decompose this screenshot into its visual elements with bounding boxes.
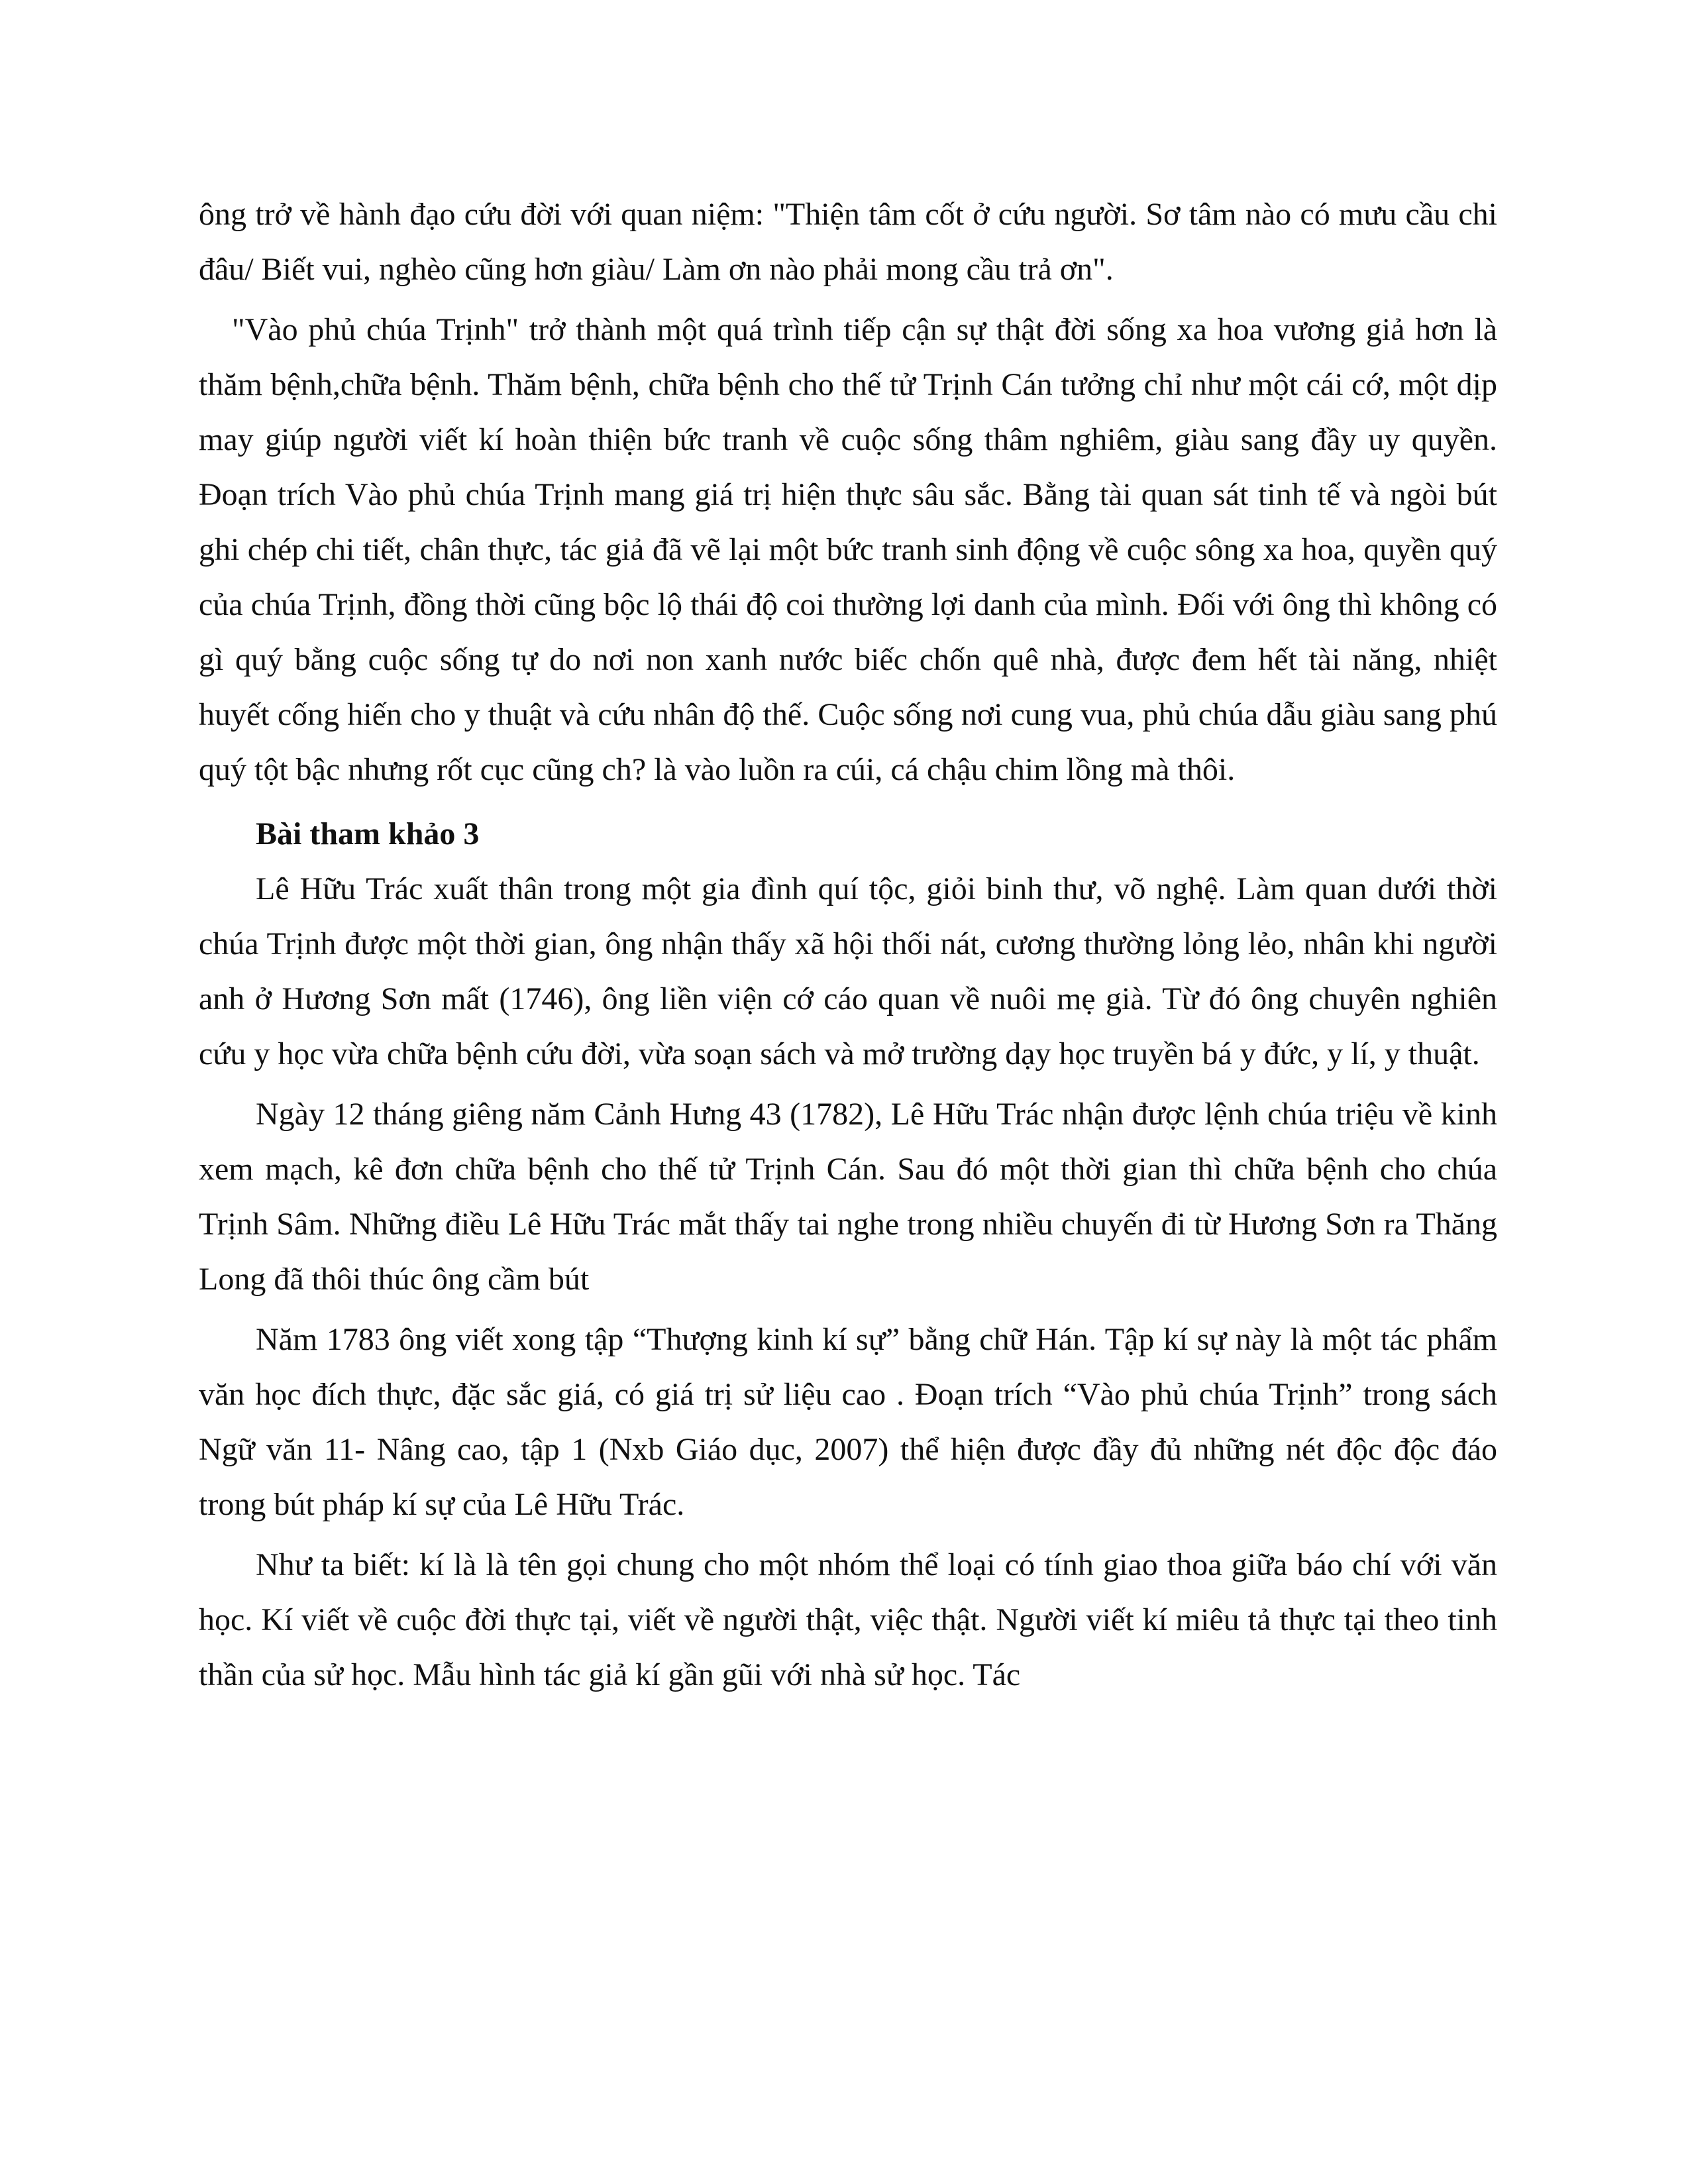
paragraph-ki-definition: Như ta biết: kí là là tên gọi chung cho một nhóm thể loại có tính giao thoa giữa báo chí với văn học. Kí viết về cuộc đời thực tại, viết về người thật, việc thật. Người viết kí miêu tả thực tại theo tinh thần của sử học. Mẫu hình tác giả kí gần gũi với nhà sử học. Tác: [199, 1547, 1497, 1692]
paragraph-nam-1783: Năm 1783 ông viết xong tập “Thượng kinh kí sự” bằng chữ Hán. Tập kí sự này là một tác phẩm văn học đích thực, đặc sắc giá, có giá trị sử liệu cao . Đoạn trích “Vào phủ chúa Trịnh” trong sách Ngữ văn 11- Nâng cao, tập 1 (Nxb Giáo dục, 2007) thể hiện được đầy đủ những nét độc độc đáo trong bút pháp kí sự của Lê Hữu Trác.: [199, 1322, 1497, 1522]
paragraph-vao-phu-chua-trinh: "Vào phủ chúa Trịnh" trở thành một quá trình tiếp cận sự thật đời sống xa hoa vương giả hơn là thăm bệnh,chữa bệnh. Thăm bệnh, chữa bệnh cho thế tử Trịnh Cán tưởng chỉ như một cái cớ, một dịp may giúp người viết kí hoàn thiện bức tranh về cuộc sống thâm nghiêm, giàu sang đầy uy quyền. Đoạn trích Vào phủ chúa Trịnh mang giá trị hiện thực sâu sắc. Bằng tài quan sát tinh tế và ngòi bút ghi chép chi tiết, chân thực, tác giả đã vẽ lại một bức tranh sinh động về cuộc sông xa hoa, quyền quý của chúa Trịnh, đồng thời cũng bộc lộ thái độ coi thường lợi danh của mình. Đối với ông thì không có gì quý bằng cuộc sống tự do nơi non xanh nước biếc chốn quê nhà, được đem hết tài năng, nhiệt huyết cống hiến cho y thuật và cứu nhân độ thế. Cuộc sống nơi cung vua, phủ chúa dẫu giàu sang phú quý tột bậc nhưng rốt cục cũng ch? là vào luồn ra cúi, cá chậu chim lồng mà thôi.: [199, 312, 1497, 787]
paragraph-continuation: ông trở về hành đạo cứu đời với quan niệm: "Thiện tâm cốt ở cứu người. Sơ tâm nào có mưu cầu chi đâu/ Biết vui, nghèo cũng hơn giàu/ Làm ơn nào phải mong cầu trả ơn".: [199, 197, 1497, 287]
section-heading: Bài tham khảo 3: [256, 816, 480, 851]
paragraph-le-huu-trac-bio: Lê Hữu Trác xuất thân trong một gia đình quí tộc, giỏi binh thư, võ nghệ. Làm quan dưới thời chúa Trịnh được một thời gian, ông nhận thấy xã hội thối nát, cương thường lỏng lẻo, nhân khi người anh ở Hương Sơn mất (1746), ông liền viện cớ cáo quan về nuôi mẹ già. Từ đó ông chuyên nghiên cứu y học vừa chữa bệnh cứu đời, vừa soạn sách và mở trường dạy học truyền bá y đức, y lí, y thuật.: [199, 871, 1497, 1071]
paragraph-ngay-12: Ngày 12 tháng giêng năm Cảnh Hưng 43 (1782), Lê Hữu Trác nhận được lệnh chúa triệu về kinh xem mạch, kê đơn chữa bệnh cho thế tử Trịnh Cán. Sau đó một thời gian thì chữa bệnh cho chúa Trịnh Sâm. Những điều Lê Hữu Trác mắt thấy tai nghe trong nhiều chuyến đi từ Hương Sơn ra Thăng Long đã thôi thúc ông cầm bút: [199, 1097, 1497, 1297]
body-text: [199, 187, 1497, 1708]
